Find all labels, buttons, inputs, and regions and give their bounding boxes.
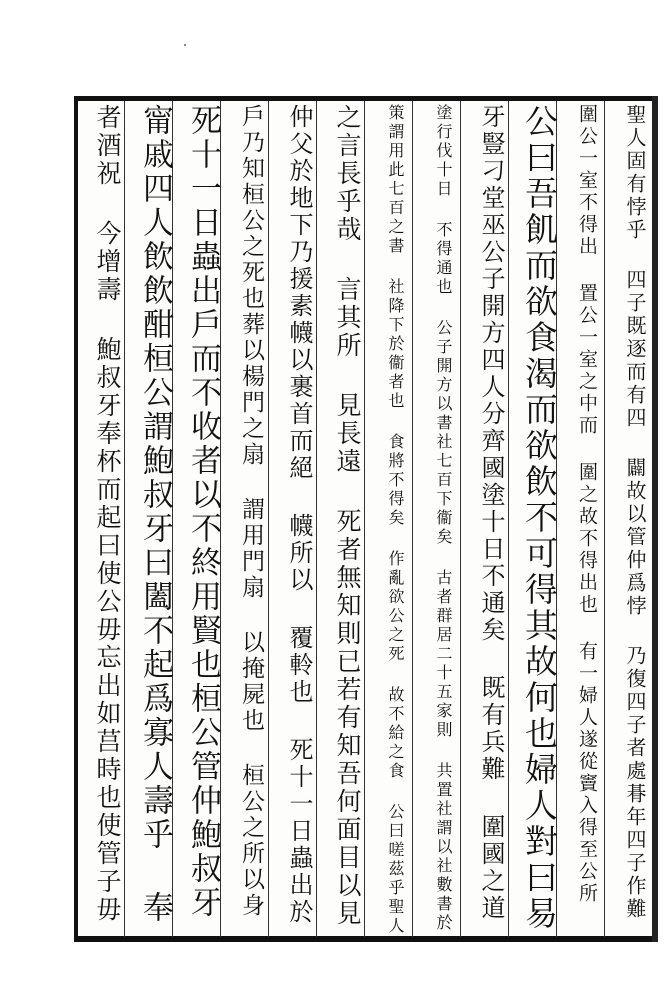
text-column-6: 策謂用此七百之書 社降下於衞者也 食將不得矣 作亂欲公之死 故不給之食 公曰嗟茲乎聖人	[386, 104, 405, 936]
text-column-11: 甯戚四人飲飲酣桓公謂鮑叔牙曰闔不起爲寡人壽乎 奉	[137, 104, 173, 925]
text-column-8: 仲父於地下乃援素幭以裹首而絕 幭所以 覆軨也 死十一日蟲出於	[285, 104, 313, 926]
text-column-12: 者酒祝 今增壽 鮑叔牙奉杯而起曰使公毋忘出如莒時也使管子毋	[93, 104, 122, 924]
text-column-1: 聖人固有悖乎 四子既逐而有四 闢故以管仲爲悖 乃復四子者處朞年四子作難	[623, 104, 647, 921]
text-column-10: 死十一日蟲出戶而不收者以不終用賢也桓公管仲鮑叔牙	[185, 104, 221, 920]
text-column-3: 公曰吾飢而欲食渴而欲飲不可得其故何也婦人對曰易	[520, 104, 559, 932]
text-column-4: 牙豎刁堂巫公子開方四人分齊國塗十日不通矣 既有兵難 圍國之道	[477, 104, 505, 922]
text-column-2: 圍公一室不得出 置公一室之中而 圍之故不得出也 有一婦人遂從竇入得至公所	[576, 104, 598, 905]
text-column-9: 戶乃知桓公之死也葬以楊門之扇 謂用門扇 以掩屍也 桓公之所以身	[238, 104, 264, 919]
text-column-7: 之言長乎哉 言其所 見長遠 死者無知則已若有知吾何面目以見	[333, 104, 362, 928]
ink-speck	[184, 44, 186, 46]
text-column-5: 塗行伐十日 不得通也 公子開方以書社七百下衞矣 古者群居二十五家則 共置社謂以社數書於	[434, 104, 453, 933]
